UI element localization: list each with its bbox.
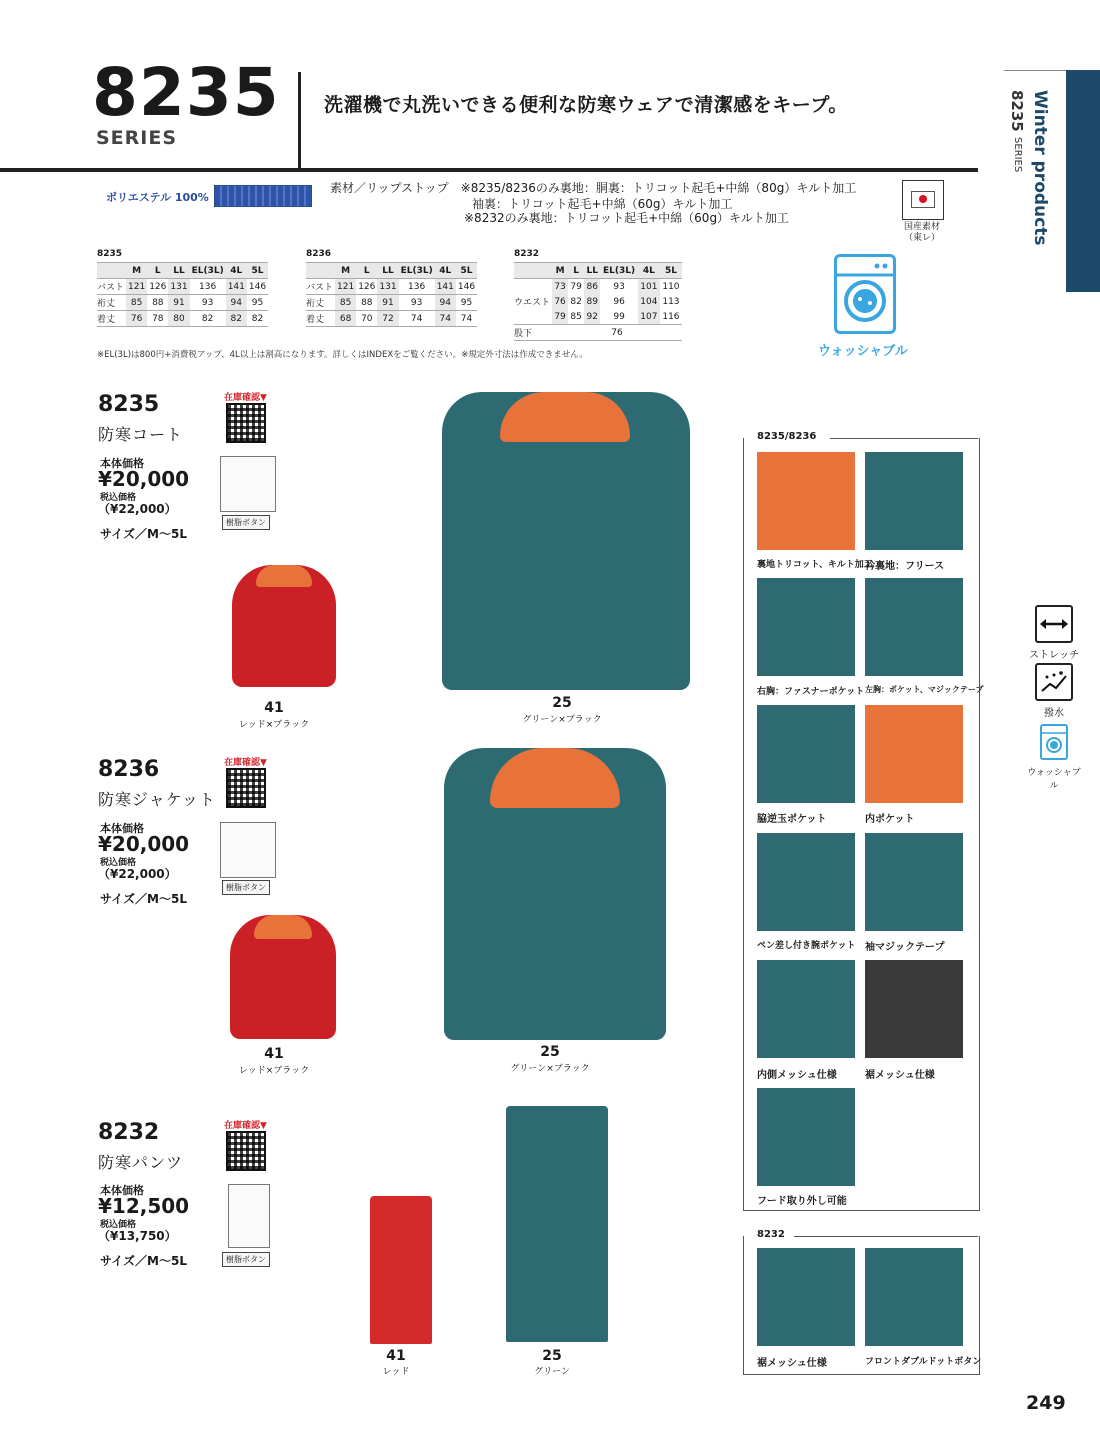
side-series-label <box>1008 90 1026 172</box>
fabric-swatch <box>214 185 312 207</box>
detail-photo-collar-fleece <box>865 452 963 550</box>
detail-caption-9: 内側メッシュ仕様 <box>757 1070 837 1081</box>
page-number: 249 <box>1026 1392 1066 1414</box>
pants-red-image <box>370 1196 432 1344</box>
pants-line-sketch <box>228 1184 270 1248</box>
tax-price-8236: （¥22,000） <box>98 867 177 881</box>
material-line-1: 素材／リップストップ ※8235/8236のみ裏地：胴裏：トリコット起毛+中綿（80g）キルト加工 <box>330 181 857 195</box>
detail-caption-3: 右胸：ファスナーポケット <box>757 687 865 697</box>
size-range-8235: サイズ／M～5L <box>100 527 187 541</box>
material-line-3: ※8232のみ裏地：トリコット起毛+中綿（60g）キルト加工 <box>464 211 789 225</box>
size-table-8232: M L LL EL(3L) 4L 5L 73 79 86 93 101 110 ウエスト 76 82 89 96 104 113 79 85 92 99 107 116 股下 76 <box>514 262 682 341</box>
jacket-line-sketch <box>220 822 276 878</box>
jacket-red-hood-lining <box>254 915 312 939</box>
material-line-2: 袖裏：トリコット起毛+中綿（60g）キルト加工 <box>472 197 733 211</box>
color-num-8236-red: 41 <box>264 1046 284 1062</box>
detail-photo-inner-mesh <box>757 960 855 1058</box>
price-8236: ¥20,000 <box>98 832 190 856</box>
page-headline: 洗濯機で丸洗いできる便利な防寒ウェアで清潔感をキープ。 <box>324 94 848 116</box>
product-code-8232: 8232 <box>98 1120 160 1145</box>
size-note: ※EL(3L)は800円+消費税アップ、4L以上は割高になります。詳しくはINDEXをご覧ください。※規定外寸法は作成できません。 <box>97 350 588 360</box>
base-price-label-8236: 本体価格 <box>100 822 144 835</box>
coat-green-hood-lining <box>500 392 630 442</box>
color-num-8235-red: 41 <box>264 700 284 716</box>
series-number: 8235 <box>92 54 280 131</box>
resin-button-tag-8236: 樹脂ボタン <box>222 880 270 895</box>
side-tab <box>1066 70 1100 292</box>
detail-photo-front-double-button <box>865 1248 963 1346</box>
product-code-8235: 8235 <box>98 392 160 417</box>
tax-price-8235: （¥22,000） <box>98 502 177 516</box>
color-num-8232-red: 41 <box>386 1348 406 1364</box>
detail-caption-5: 脇逆玉ポケット <box>757 814 827 825</box>
tax-label-8236: 税込価格 <box>100 858 137 868</box>
color-name-8236-red: レッド×ブラック <box>238 1066 310 1076</box>
detail-caption-4: 左胸：ポケット、マジックテープ <box>865 685 984 694</box>
washable-small-icon <box>1040 724 1068 760</box>
detail-photo-hem-mesh <box>865 960 963 1058</box>
detail-caption-10: 裾メッシュ仕様 <box>865 1070 935 1081</box>
base-price-label-8232: 本体価格 <box>100 1184 144 1197</box>
tax-label-8235: 税込価格 <box>100 493 137 503</box>
detail-photo-chest-flap-pocket <box>865 578 963 676</box>
detail-panel-header-8235-8236: 8235/8236 <box>757 431 817 442</box>
product-code-8236: 8236 <box>98 757 160 782</box>
detail-caption-1: 裏地トリコット、キルト加工 <box>757 560 873 570</box>
size-range-8232: サイズ／M～5L <box>100 1254 187 1268</box>
color-name-8232-green: グリーン <box>534 1367 570 1377</box>
fabric-label: ポリエステル 100% <box>106 191 209 204</box>
color-name-8235-green: グリーン×ブラック <box>522 715 602 725</box>
detail-caption-7: ペン差し付き腕ポケット <box>757 941 856 951</box>
product-name-8232: 防寒パンツ <box>98 1153 184 1172</box>
size-table-8232-code: 8232 <box>514 249 540 259</box>
detail-photo-chest-zip-pocket <box>757 578 855 676</box>
detail-photo-sleeve-pocket <box>757 833 855 931</box>
product-name-8235: 防寒コート <box>98 425 184 444</box>
washable-caption: ウォッシャブル <box>818 344 908 359</box>
coat-line-sketch <box>220 456 276 512</box>
origin-caption: 国産素材 （東レ） <box>903 222 940 243</box>
detail-caption-b1: 裾メッシュ仕様 <box>757 1358 827 1369</box>
size-table-8235: M L LL EL(3L) 4L 5L バスト 121 126 131 136 141 146 裄丈 85 88 91 93 94 95 着丈 76 78 80 82 82 82 <box>97 262 268 327</box>
color-name-8232-red: レッド <box>382 1367 410 1377</box>
detail-photo-cuff-tab <box>865 833 963 931</box>
color-name-8235-red: レッド×ブラック <box>238 720 310 730</box>
detail-caption-6: 内ポケット <box>865 814 915 825</box>
coat-red-hood-lining <box>256 565 312 587</box>
water-repellent-caption: 撥水 <box>1044 708 1064 719</box>
detail-caption-8: 袖マジックテープ <box>865 942 945 953</box>
side-winter-label: Winter products <box>1030 90 1050 246</box>
washing-machine-icon <box>834 254 896 334</box>
detail-panel-header-8232: 8232 <box>757 1229 785 1240</box>
series-word: SERIES <box>96 127 178 149</box>
qr-code-icon[interactable] <box>226 403 266 443</box>
base-price-label-8235: 本体価格 <box>100 457 144 470</box>
washable-small-caption: ウォッシャブル <box>1027 768 1081 791</box>
detail-photo-quilt-lining <box>757 452 855 550</box>
detail-photo-detachable-hood <box>757 1088 855 1186</box>
price-8232: ¥12,500 <box>98 1194 190 1218</box>
size-range-8236: サイズ／M～5L <box>100 892 187 906</box>
side-rule <box>1004 70 1066 71</box>
detail-caption-b2: フロントダブルドットボタン <box>865 1357 982 1367</box>
size-table-8236: M L LL EL(3L) 4L 5L バスト 121 126 131 136 141 146 裄丈 85 88 91 93 94 95 着丈 68 70 72 74 74 74 <box>306 262 477 327</box>
qr-code-icon[interactable] <box>226 768 266 808</box>
side-series-num: 8235 <box>1008 90 1026 132</box>
stock-check-8236[interactable]: 在庫確認▼ <box>224 758 267 768</box>
color-num-8236-green: 25 <box>540 1044 560 1060</box>
water-repellent-icon <box>1035 663 1073 701</box>
header-divider <box>298 72 301 168</box>
stretch-icon <box>1035 605 1073 643</box>
color-num-8232-green: 25 <box>542 1348 562 1364</box>
pants-green-image <box>506 1106 608 1342</box>
side-series-word: SERIES <box>1012 136 1023 173</box>
detail-caption-2: 衿裏地：フリース <box>865 561 945 572</box>
stretch-caption: ストレッチ <box>1029 650 1079 661</box>
size-table-8236-code: 8236 <box>306 249 332 259</box>
tax-price-8232: （¥13,750） <box>98 1229 177 1243</box>
size-table-8235-code: 8235 <box>97 249 123 259</box>
detail-photo-pants-hem-mesh <box>757 1248 855 1346</box>
resin-button-tag-8235: 樹脂ボタン <box>222 515 270 530</box>
detail-caption-11: フード取り外し可能 <box>757 1196 847 1207</box>
color-name-8236-green: グリーン×ブラック <box>510 1064 590 1074</box>
color-num-8235-green: 25 <box>552 695 572 711</box>
qr-code-icon[interactable] <box>226 1131 266 1171</box>
stock-check-8235[interactable]: 在庫確認▼ <box>224 393 267 403</box>
stock-check-8232[interactable]: 在庫確認▼ <box>224 1121 267 1131</box>
resin-button-tag-8232: 樹脂ボタン <box>222 1252 270 1267</box>
detail-photo-side-pocket <box>757 705 855 803</box>
header-rule <box>0 168 978 172</box>
japan-flag-icon <box>902 180 944 220</box>
product-name-8236: 防寒ジャケット <box>98 790 216 809</box>
tax-label-8232: 税込価格 <box>100 1220 137 1230</box>
detail-photo-inner-pocket <box>865 705 963 803</box>
price-8235: ¥20,000 <box>98 467 190 491</box>
